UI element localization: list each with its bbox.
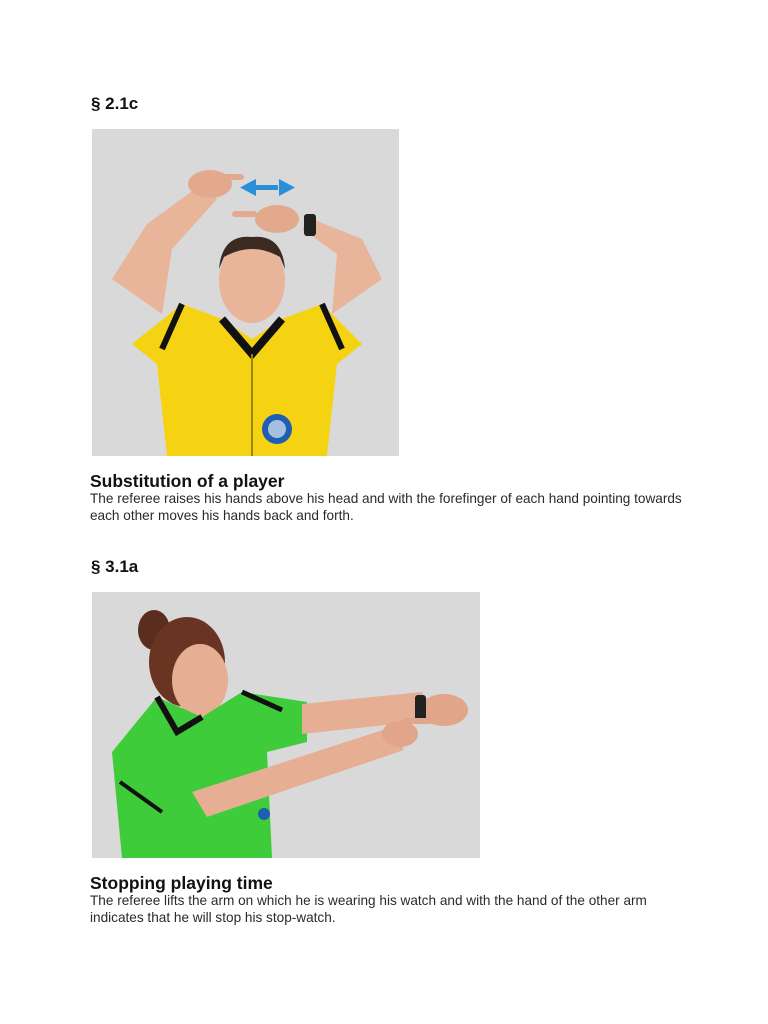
caption-title: Stopping playing time (90, 873, 273, 893)
caption-title: Substitution of a player (90, 471, 285, 491)
caption-description: The referee lifts the arm on which he is wearing his watch and with the hand of the other arm indicates that he will stop his stop-watch. (90, 893, 647, 925)
caption-description: The referee raises his hands above his head and with the forefinger of each hand pointing towards each other moves his hands back and forth. (90, 491, 682, 523)
section-id: § 2.1c (91, 94, 139, 113)
referee-photo-stopping-time (92, 592, 480, 858)
section-id: § 3.1a (91, 557, 139, 576)
